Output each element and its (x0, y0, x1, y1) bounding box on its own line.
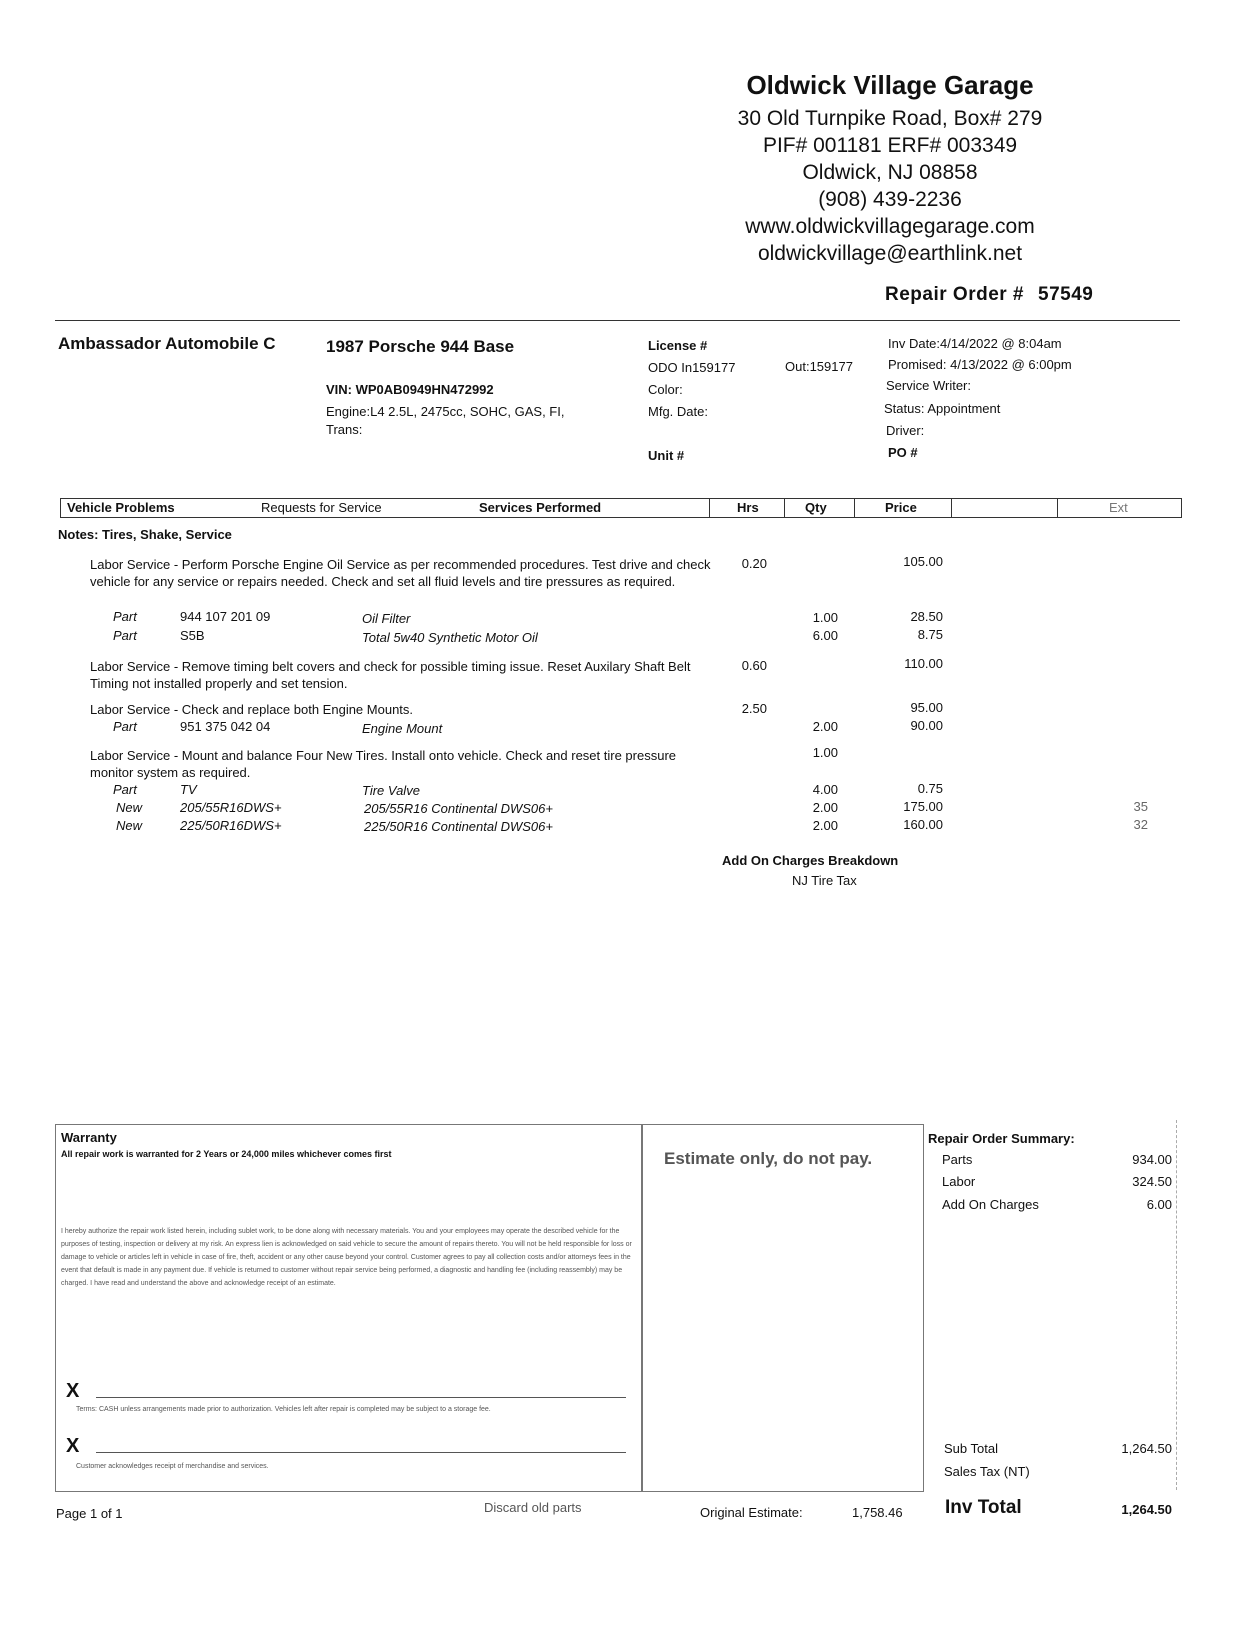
col-divider (1057, 499, 1058, 517)
col-requests: Requests for Service (261, 500, 382, 515)
part-type: Part (113, 628, 137, 643)
part-description: Oil Filter (362, 611, 411, 626)
part-ext: 32 (1133, 817, 1148, 832)
summary-labor-value: 324.50 (1132, 1174, 1172, 1189)
customer-name: Ambassador Automobile C (58, 334, 276, 353)
shop-permits: PIF# 001181 ERF# 003349 (762, 134, 1018, 157)
shop-phone: (908) 439-2236 (818, 188, 962, 211)
col-divider (854, 499, 855, 517)
inv-total-label: Inv Total (945, 1497, 1022, 1518)
vehicle-vin: VIN: WP0AB0949HN472992 (326, 382, 494, 397)
service-hrs: 2.50 (741, 701, 767, 716)
authorization-text: I hereby authorize the repair work listed herein, including sublet work, to be done along with necessary materials. You and your employees may operate the described vehicle for the purposes of testing, inspection or delivery at my risk. An express lien is acknowledged on said vehicle to secure the amount of repairs thereto. You will not be held responsible for loss or damage to vehicle or articles left in vehicle in case of fire, theft, accident or any other cause beyond your control. Customer agrees to pay all collection costs and/or attorneys fees in the event that default is made in any payment due. If vehicle is returned to customer without repair service being performed, a diagnostic and handling fee (including reassembly) may be charged. I have read and understand the above and acknowledge receipt of an estimate. (61, 1228, 632, 1287)
notes: Notes: Tires, Shake, Service (58, 527, 232, 542)
vehicle-trans: Trans: (326, 422, 363, 437)
shop-city: Oldwick, NJ 08858 (802, 161, 978, 184)
part-type: New (116, 818, 143, 833)
signature-line[interactable] (96, 1452, 626, 1453)
warranty-box (55, 1124, 643, 1492)
col-qty: Qty (805, 500, 827, 515)
part-qty: 2.00 (812, 719, 838, 734)
part-description: Tire Valve (362, 783, 420, 798)
summary-labor-label: Labor (942, 1174, 976, 1189)
unit: Unit # (648, 448, 685, 463)
addon-title: Add On Charges Breakdown (722, 853, 899, 868)
po-number: PO # (888, 445, 918, 460)
color: Color: (648, 382, 683, 397)
repair-order-number (885, 284, 1093, 306)
receipt-text: Customer acknowledges receipt of merchandise and services. (76, 1463, 269, 1470)
summary-edge (1176, 1120, 1177, 1490)
addon-item: NJ Tire Tax (792, 873, 857, 888)
summary-tax-label: Sales Tax (NT) (944, 1464, 1030, 1479)
part-price: 0.75 (917, 781, 943, 796)
shop-header (660, 70, 1120, 267)
summary-subtotal-label: Sub Total (944, 1441, 998, 1456)
part-qty: 6.00 (812, 628, 838, 643)
service-hrs: 0.20 (741, 556, 767, 571)
inv-date: Inv Date:4/14/2022 @ 8:04am (888, 336, 1062, 351)
col-divider (709, 499, 710, 517)
part-price: 8.75 (917, 627, 943, 642)
page-number: Page 1 of 1 (56, 1506, 123, 1521)
summary-title: Repair Order Summary: (928, 1131, 1075, 1146)
col-price: Price (885, 500, 917, 515)
part-qty: 2.00 (812, 818, 838, 833)
part-description: Total 5w40 Synthetic Motor Oil (362, 630, 538, 645)
odo-in: ODO In159177 (648, 360, 736, 375)
shop-address: 30 Old Turnpike Road, Box# 279 (737, 107, 1043, 130)
license: License # (648, 338, 708, 353)
signature-line[interactable] (96, 1397, 626, 1398)
part-number: S5B (180, 628, 205, 643)
mfg-date: Mfg. Date: (648, 404, 708, 419)
summary-subtotal-value: 1,264.50 (1121, 1441, 1172, 1456)
part-number: TV (180, 782, 197, 797)
shop-email: oldwickvillage@earthlink.net (757, 242, 1023, 265)
service-line: Labor Service - Perform Porsche Engine Oil Service as per recommended procedures. Test drive and check vehicle for any service or repairs needed. Check and set all fluid levels and tire pressures as required. (90, 557, 711, 589)
part-number: 944 107 201 09 (180, 609, 271, 624)
part-number: 205/55R16DWS+ (180, 800, 282, 815)
part-price: 90.00 (910, 718, 943, 733)
promised-date: Promised: 4/13/2022 @ 6:00pm (888, 357, 1072, 372)
part-type: New (116, 800, 143, 815)
warranty-text: All repair work is warranted for 2 Years or 24,000 miles whichever comes first (61, 1149, 392, 1159)
estimate-note: Estimate only, do not pay. (664, 1149, 873, 1168)
part-type: Part (113, 609, 137, 624)
line-items-header (60, 498, 1182, 518)
inv-total-value: 1,264.50 (1121, 1502, 1172, 1517)
part-price: 28.50 (910, 609, 943, 624)
col-vehicle-problems: Vehicle Problems (67, 500, 175, 515)
terms-text: Terms: CASH unless arrangements made prior to authorization. Vehicles left after repair is completed may be subject to a storage fee. (76, 1406, 491, 1413)
part-qty: 2.00 (812, 800, 838, 815)
summary-addon-value: 6.00 (1146, 1197, 1172, 1212)
part-qty: 1.00 (812, 610, 838, 625)
vehicle-engine: Engine:L4 2.5L, 2475cc, SOHC, GAS, FI, (326, 404, 565, 419)
part-number: 225/50R16DWS+ (180, 818, 282, 833)
part-description: Engine Mount (362, 721, 443, 736)
service-price: 95.00 (910, 700, 943, 715)
col-divider (784, 499, 785, 517)
warranty-title: Warranty (61, 1130, 117, 1145)
signature-x-mark: X (66, 1380, 80, 1402)
vehicle-description: 1987 Porsche 944 Base (326, 337, 515, 356)
service-line: Labor Service - Remove timing belt covers and check for possible timing issue. Reset Auxilary Shaft Belt Timing not installed properly and set tension. (90, 659, 691, 691)
summary-parts-label: Parts (942, 1152, 973, 1167)
estimate-box (641, 1124, 924, 1492)
col-divider (951, 499, 952, 517)
driver: Driver: (886, 423, 925, 438)
service-line: Labor Service - Mount and balance Four New Tires. Install onto vehicle. Check and reset tire pressure monitor system as required. (90, 748, 677, 780)
part-type: Part (113, 782, 137, 797)
part-description: 205/55R16 Continental DWS06+ (364, 801, 553, 816)
col-hrs: Hrs (737, 500, 759, 515)
odo-out: Out:159177 (785, 359, 853, 374)
repair-order-label: Repair Order # (885, 284, 1024, 305)
discard-old-parts: Discard old parts (484, 1500, 582, 1515)
summary-addon-label: Add On Charges (942, 1197, 1039, 1212)
part-description: 225/50R16 Continental DWS06+ (364, 819, 553, 834)
service-line: Labor Service - Check and replace both Engine Mounts. (90, 702, 414, 717)
shop-website: www.oldwickvillagegarage.com (745, 215, 1035, 238)
part-ext: 35 (1133, 799, 1148, 814)
summary-parts-value: 934.00 (1132, 1152, 1172, 1167)
header-divider (55, 320, 1180, 321)
part-qty: 4.00 (812, 782, 838, 797)
shop-name: Oldwick Village Garage (746, 70, 1034, 100)
service-price: 105.00 (903, 554, 943, 569)
signature-x-mark: X (66, 1435, 80, 1457)
service-price: 110.00 (904, 656, 943, 671)
col-ext: Ext (1109, 500, 1128, 515)
service-hrs: 0.60 (741, 658, 767, 673)
original-estimate-value: 1,758.46 (852, 1505, 903, 1520)
part-number: 951 375 042 04 (180, 719, 271, 734)
col-services-performed: Services Performed (479, 500, 602, 515)
repair-order-value: 57549 (1038, 284, 1094, 305)
status: Status: Appointment (884, 401, 1001, 416)
original-estimate-label: Original Estimate: (700, 1505, 803, 1520)
part-price: 160.00 (903, 817, 943, 832)
part-type: Part (113, 719, 137, 734)
part-price: 175.00 (903, 799, 943, 814)
service-writer: Service Writer: (886, 378, 971, 393)
service-qty: 1.00 (812, 745, 838, 760)
